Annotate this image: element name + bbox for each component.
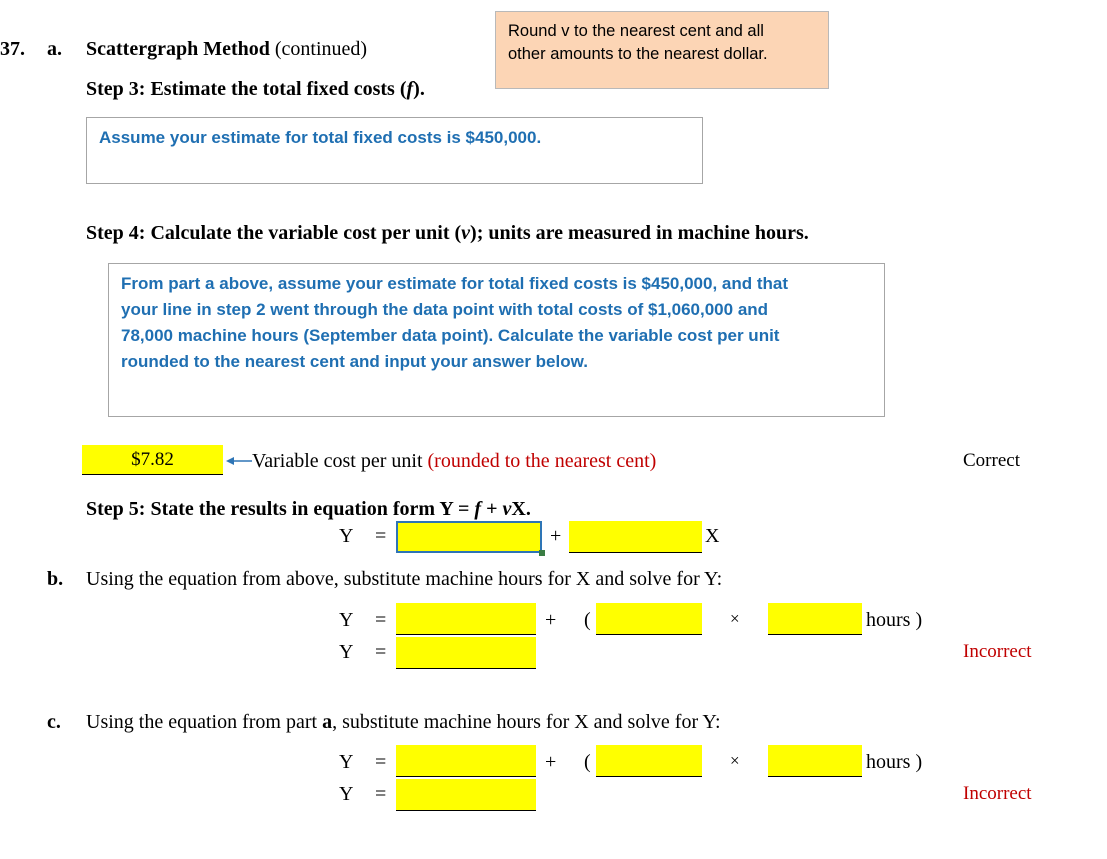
part-c-times: × bbox=[730, 751, 740, 770]
part-b-result-equals: = bbox=[375, 641, 387, 663]
part-b-y: Y bbox=[339, 609, 354, 631]
part-b-result-input[interactable] bbox=[396, 637, 536, 669]
part-c-y: Y bbox=[339, 751, 354, 773]
part-c-plus: + bbox=[545, 751, 557, 773]
step4-symbol: v bbox=[461, 222, 471, 244]
note-line-1: Round v to the nearest cent and all bbox=[508, 22, 764, 40]
step4-info-line: rounded to the nearest cent and input your answer below. bbox=[121, 352, 588, 371]
step3-text-end: ). bbox=[413, 78, 425, 100]
step3-label bbox=[86, 78, 425, 101]
rounding-hint: (rounded to the nearest cent) bbox=[427, 450, 657, 472]
step5-text: Step 5: State the results in equation form Y = bbox=[86, 498, 475, 520]
step4-text: Step 4: Calculate the variable cost per unit ( bbox=[86, 222, 462, 244]
step5-y: Y bbox=[339, 525, 354, 547]
section-heading bbox=[86, 38, 367, 61]
step4-info-line: From part a above, assume your estimate for total fixed costs is $450,000, and that bbox=[121, 274, 789, 293]
part-b-letter: b. bbox=[47, 568, 64, 590]
part-c-open-paren: ( bbox=[584, 751, 591, 773]
part-c-result-y: Y bbox=[339, 783, 354, 805]
part-b-equals: = bbox=[375, 609, 387, 631]
step5-label bbox=[86, 498, 531, 521]
part-b-variable-rate-input[interactable] bbox=[596, 603, 702, 635]
part-b-status: Incorrect bbox=[963, 641, 1032, 662]
step4-info-line: your line in step 2 went through the data point with total costs of $1,060,000 and bbox=[121, 300, 769, 319]
part-c-hours-input[interactable] bbox=[768, 745, 862, 777]
step5-plus: + bbox=[481, 498, 503, 520]
rounding-note bbox=[495, 11, 829, 89]
variable-cost-status: Correct bbox=[963, 450, 1020, 471]
part-c-fixed-cost-input[interactable] bbox=[396, 745, 536, 777]
variable-cost-input[interactable]: $7.82 bbox=[82, 445, 223, 475]
variable-cost-label bbox=[252, 450, 656, 473]
part-c-text-post: , substitute machine hours for X and solve for Y: bbox=[332, 711, 721, 733]
part-b-times: × bbox=[730, 609, 740, 628]
heading-rest: (continued) bbox=[269, 38, 368, 60]
step3-text: Step 3: Estimate the total fixed costs ( bbox=[86, 78, 407, 100]
arrow-left-icon bbox=[226, 455, 252, 467]
part-c-instructions bbox=[86, 711, 721, 734]
part-c-hours-label: hours ) bbox=[866, 751, 923, 773]
part-c-status: Incorrect bbox=[963, 783, 1032, 804]
step4-text-end: ); units are measured in machine hours. bbox=[470, 222, 809, 244]
heading-bold: Scattergraph Method bbox=[86, 38, 270, 60]
step4-info-box bbox=[108, 263, 885, 417]
step5-equals: = bbox=[375, 525, 387, 547]
part-c-result-input[interactable] bbox=[396, 779, 536, 811]
part-b-fixed-cost-input[interactable] bbox=[396, 603, 536, 635]
part-a-letter: a. bbox=[47, 38, 62, 60]
step5-x-variable: X bbox=[705, 525, 720, 547]
part-b-result-y: Y bbox=[339, 641, 354, 663]
step4-info-line: 78,000 machine hours (September data point). Calculate the variable cost per unit bbox=[121, 326, 780, 345]
variable-cost-label-text: Variable cost per unit bbox=[252, 450, 428, 472]
step3-info-box bbox=[86, 117, 703, 184]
part-b-open-paren: ( bbox=[584, 609, 591, 631]
part-b-instructions: Using the equation from above, substitute machine hours for X and solve for Y: bbox=[86, 568, 723, 590]
part-c-equals: = bbox=[375, 751, 387, 773]
part-c-variable-rate-input[interactable] bbox=[596, 745, 702, 777]
step3-info-text: Assume your estimate for total fixed costs is $450,000. bbox=[99, 128, 542, 147]
variable-rate-equation-input[interactable] bbox=[569, 521, 702, 553]
part-c-text-bold: a bbox=[322, 711, 333, 733]
part-c-letter: c. bbox=[47, 711, 61, 733]
part-b-hours-input[interactable] bbox=[768, 603, 862, 635]
step5-f: f bbox=[474, 498, 482, 520]
note-line-2: other amounts to the nearest dollar. bbox=[508, 45, 768, 63]
step5-plus-sign: + bbox=[550, 525, 562, 547]
step3-symbol: f bbox=[406, 78, 414, 100]
part-c-text-pre: Using the equation from part bbox=[86, 711, 323, 733]
part-c-result-equals: = bbox=[375, 783, 387, 805]
step4-label bbox=[86, 222, 809, 245]
fixed-cost-equation-input[interactable] bbox=[396, 521, 542, 553]
part-b-plus: + bbox=[545, 609, 557, 631]
selection-handle bbox=[539, 550, 545, 556]
problem-number: 37. bbox=[0, 38, 25, 60]
step5-x: X. bbox=[511, 498, 531, 520]
part-b-hours-label: hours ) bbox=[866, 609, 923, 631]
step5-v: v bbox=[502, 498, 512, 520]
